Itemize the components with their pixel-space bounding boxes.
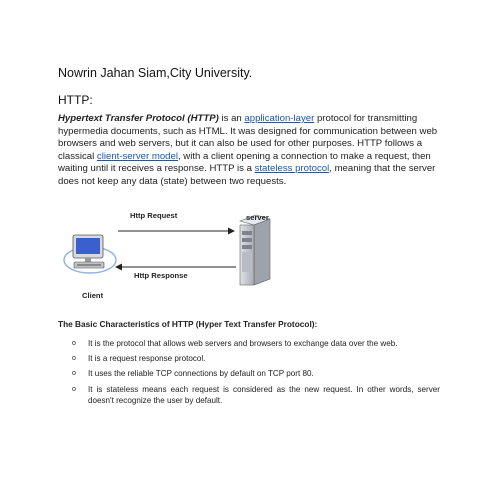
- bullet-icon: o: [72, 385, 76, 393]
- client-computer-icon: [64, 235, 116, 273]
- stateless-protocol-link[interactable]: stateless protocol: [254, 163, 330, 175]
- http-response-label: Http Response: [134, 271, 188, 280]
- intro-paragraph: [58, 113, 440, 189]
- http-request-label: Http Request: [130, 211, 178, 220]
- list-item-text: It uses the reliable TCP connections by default on TCP port 80.: [88, 369, 314, 379]
- page-heading: HTTP:: [58, 93, 93, 107]
- author-line: Nowrin Jahan Siam,City University.: [58, 66, 253, 80]
- list-item-text: It is a request response protocol.: [88, 354, 206, 364]
- list-item: [72, 338, 440, 349]
- intro-text-1: is an: [218, 113, 245, 124]
- server-icon: [240, 215, 270, 285]
- section-title: The Basic Characteristics of HTTP (Hyper Text Transfer Protocol):: [58, 319, 318, 329]
- application-layer-link[interactable]: application-layer: [244, 113, 315, 124]
- http-diagram: [60, 207, 350, 307]
- list-item-text: It is stateless means each request is considered as the new request. In other words, server doesn't recognize the user by default.: [88, 384, 440, 405]
- list-item: [72, 368, 440, 379]
- list-item-text: It is the protocol that allows web servers and browsers to exchange data over the web.: [88, 339, 398, 348]
- intro-text-4: , meaning that the server does not keep any data (state) between two requests.: [58, 163, 436, 187]
- response-arrow: [115, 264, 236, 271]
- bullet-icon: o: [72, 340, 76, 347]
- bullet-icon: o: [72, 370, 76, 378]
- request-arrow: [118, 228, 235, 235]
- bullet-icon: o: [72, 355, 76, 363]
- intro-term: Hypertext Transfer Protocol (HTTP): [58, 113, 219, 124]
- diagram-graphics: [60, 207, 350, 307]
- client-server-model-link[interactable]: client-server model: [96, 150, 178, 162]
- characteristics-list: [72, 338, 440, 410]
- intro-text-2: protocol for transmitting hypermedia documents, such as HTML. It was designed for communication between web browsers and web servers, but it can also be used for other purposes. HTTP follows a classical: [58, 113, 438, 162]
- client-label: Client: [82, 291, 104, 300]
- list-item: [72, 353, 440, 364]
- list-item: [72, 384, 440, 406]
- intro-text-3: , with a client opening a connection to make a request, then waiting until it receives a response. HTTP is a: [58, 150, 431, 175]
- server-label: server: [246, 213, 269, 222]
